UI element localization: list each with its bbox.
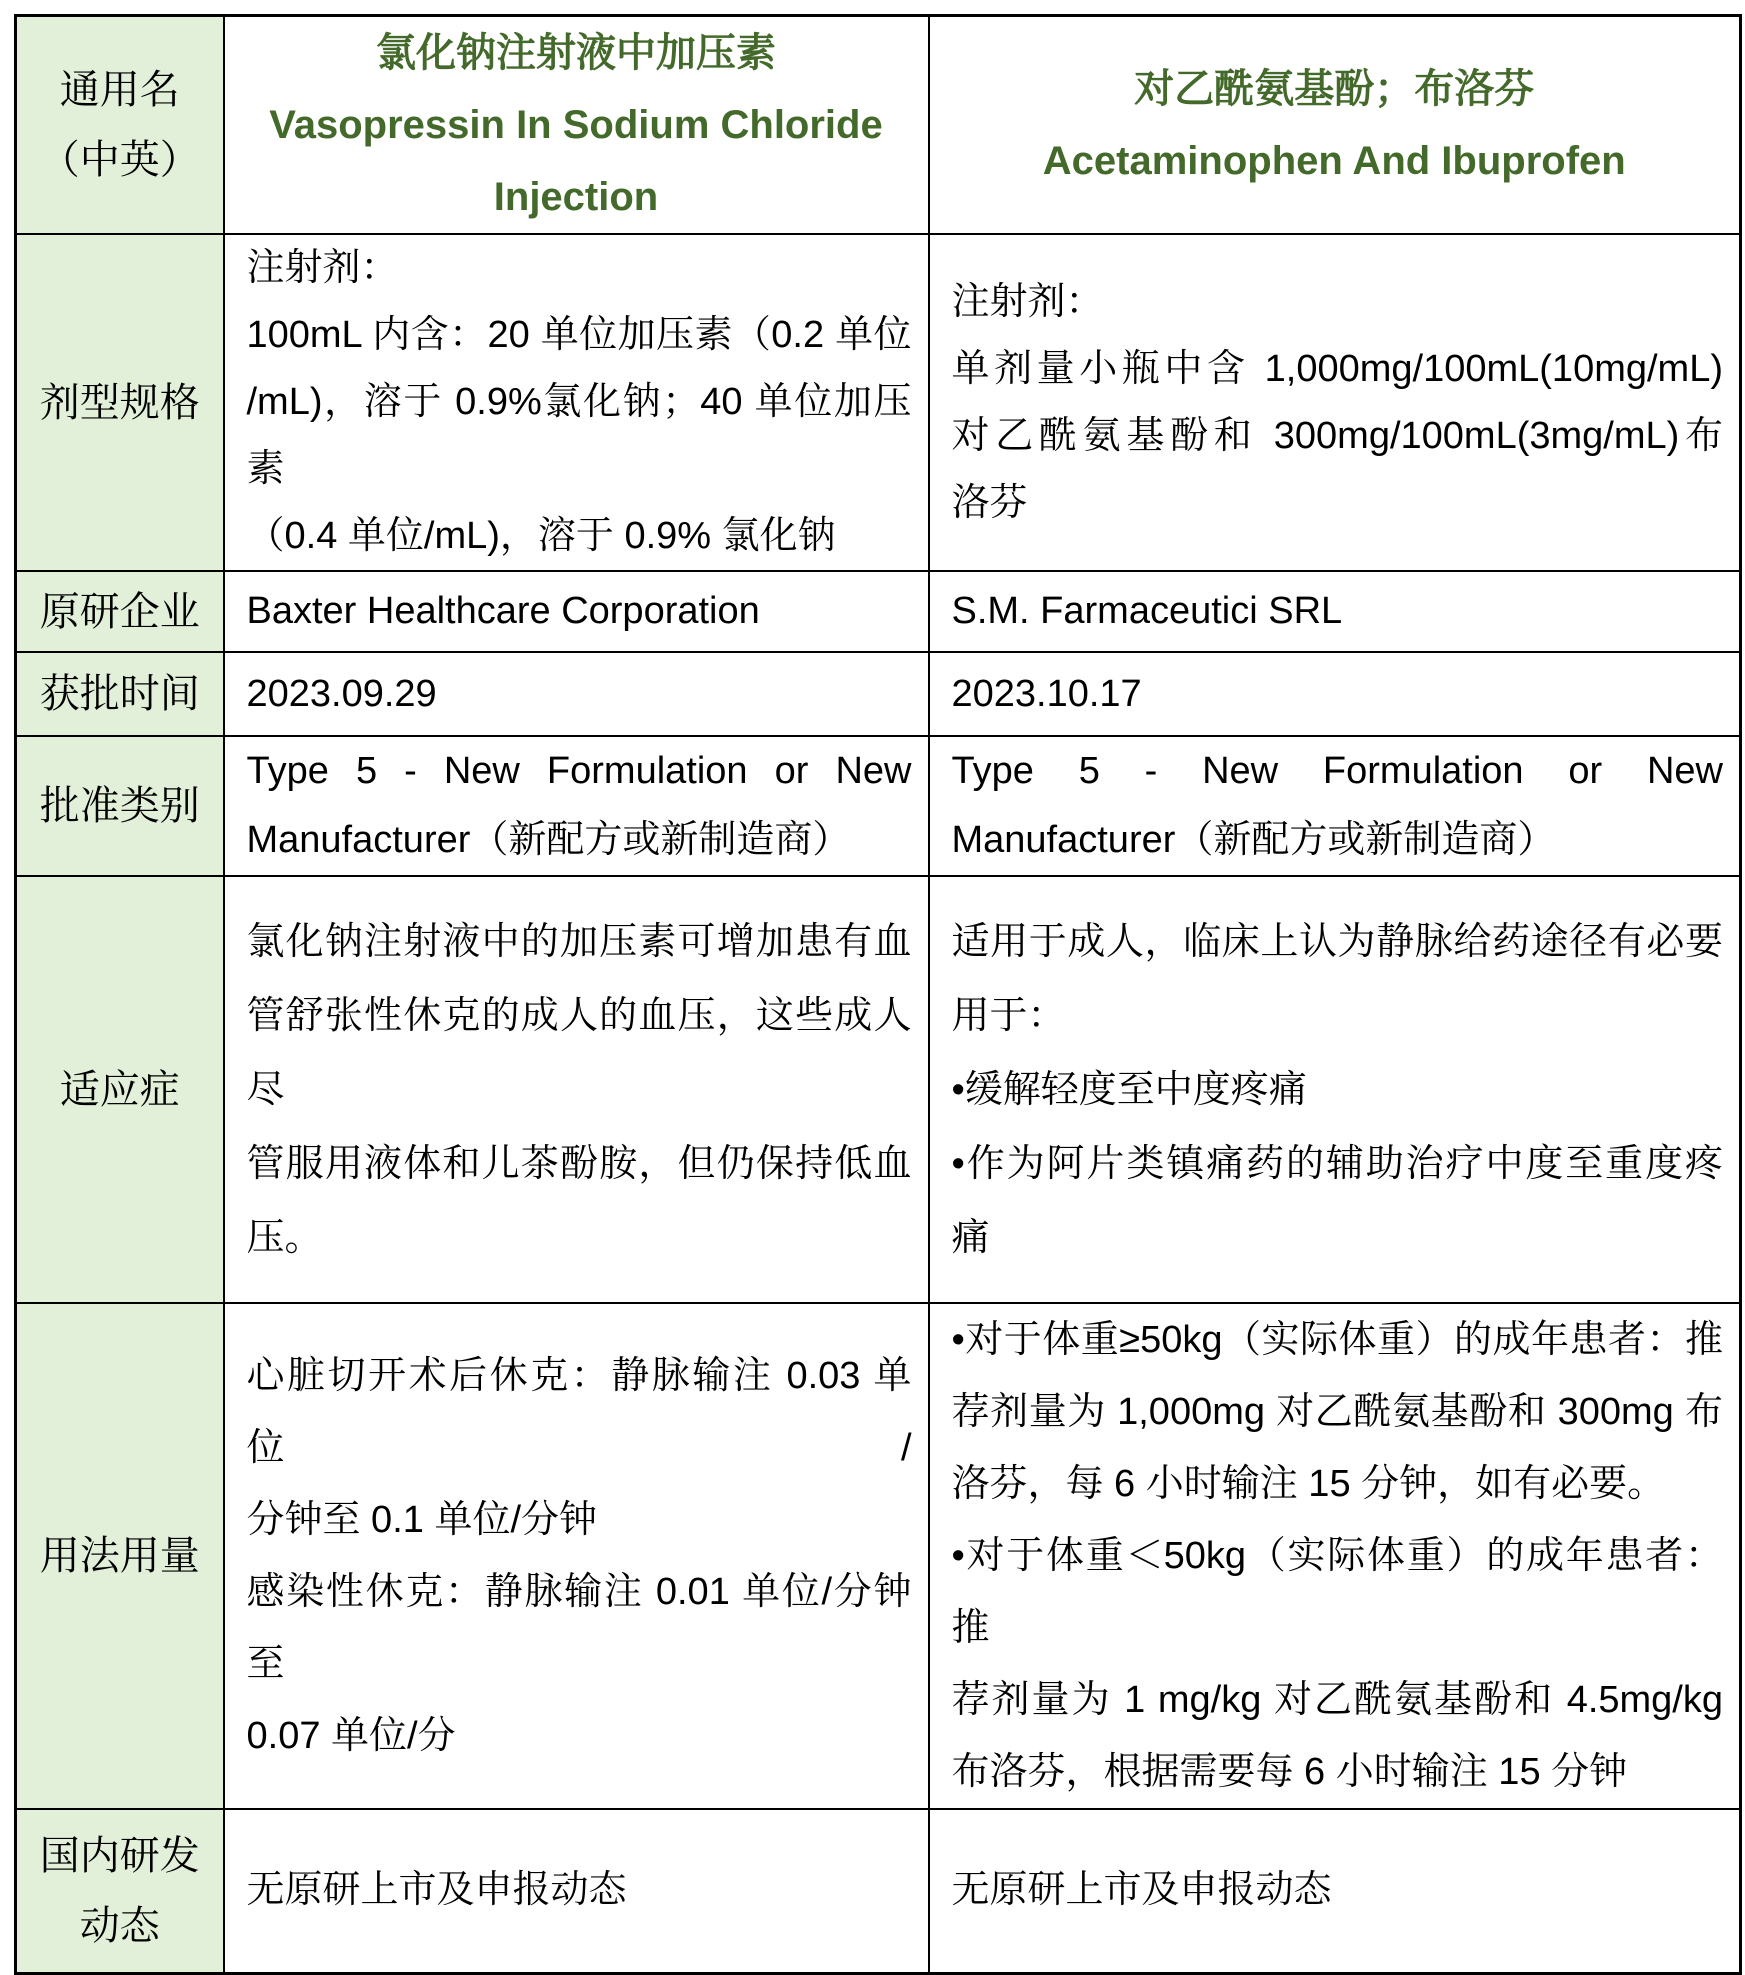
table-row-indications [16, 876, 1741, 1303]
cell-line: 2023.09.29 [246, 672, 437, 715]
row-label-line: 国内研发 [39, 1833, 200, 1878]
row-label-line: 剂型规格 [39, 380, 200, 425]
cell-line: 荐剂量为 1,000mg 对乙酰氨基酚和 300mg 布 [951, 1391, 1723, 1433]
cell-line: 分钟至 0.1 单位/分钟 [246, 1499, 597, 1541]
cell-line: •对于体重＜50kg（实际体重）的成年患者：推 [951, 1535, 1723, 1649]
cell-line: 无原研上市及申报动态 [246, 1869, 627, 1912]
cell-approval_date-col1 [224, 652, 929, 736]
cell-line: 适用于成人，临床上认为静脉给药途径有必要 [951, 920, 1723, 963]
table-row-approval_date [16, 652, 1741, 736]
cell-generic_name-col2 [929, 16, 1741, 235]
cell-line: 管舒张性休克的成人的血压，这些成人尽 [246, 994, 912, 1111]
cell-originator-col1 [224, 571, 929, 652]
row-label-indications [16, 876, 224, 1303]
cell-generic_name-col1 [224, 16, 929, 235]
cell-line: 氯化钠注射液中的加压素可增加患有血 [246, 920, 912, 963]
row-label-line: 动态 [79, 1903, 160, 1948]
table-row-approval_type [16, 736, 1741, 876]
cell-line: 洛芬，每 6 小时输注 15 分钟，如有必要。 [951, 1463, 1666, 1505]
cell-line: 0.07 单位/分 [246, 1715, 456, 1757]
cell-domestic_status-col1 [224, 1809, 929, 1973]
cell-line: Vasopressin In Sodium Chloride [269, 103, 883, 147]
cell-line: 对乙酰氨基酚；布洛芬 [1134, 67, 1535, 111]
row-label-line: 通用名 [59, 68, 180, 112]
row-label-approval_type [16, 736, 224, 876]
cell-line: 荐剂量为 1 mg/kg 对乙酰氨基酚和 4.5mg/kg [951, 1679, 1723, 1721]
table-row-originator [16, 571, 1741, 652]
row-label-line: 原研企业 [39, 589, 200, 634]
table-row-domestic_status [16, 1809, 1741, 1973]
cell-line: 100mL 内含：20 单位加压素（0.2 单位 [246, 314, 912, 356]
row-label-line: 适应症 [59, 1067, 180, 1112]
cell-line: 感染性休克：静脉输注 0.01 单位/分钟至 [246, 1571, 912, 1685]
cell-line: Manufacturer（新配方或新制造商） [246, 819, 851, 861]
cell-dosage_usage-col2 [929, 1303, 1741, 1809]
cell-domestic_status-col2 [929, 1809, 1741, 1973]
cell-line: Baxter Healthcare Corporation [246, 590, 760, 632]
cell-line: 洛芬 [951, 481, 1028, 524]
cell-line: 痛 [951, 1216, 990, 1259]
cell-line: Injection [493, 175, 659, 219]
cell-line: （0.4 单位/mL)，溶于 0.9% 氯化钠 [246, 515, 836, 557]
table-row-dosage_form [16, 234, 1741, 571]
cell-approval_type-col2 [929, 736, 1741, 876]
table-body [16, 16, 1741, 1974]
cell-line: •作为阿片类镇痛药的辅助治疗中度至重度疼 [951, 1142, 1723, 1185]
cell-approval_type-col1 [224, 736, 929, 876]
cell-indications-col2 [929, 876, 1741, 1303]
cell-line: •对于体重≥50kg（实际体重）的成年患者：推 [951, 1319, 1723, 1361]
row-label-line: 用法用量 [39, 1534, 200, 1578]
row-label-domestic_status [16, 1809, 224, 1973]
cell-line: 管服用液体和儿茶酚胺，但仍保持低血 [246, 1142, 912, 1185]
row-label-approval_date [16, 652, 224, 736]
cell-indications-col1 [224, 876, 929, 1303]
row-label-line: 批准类别 [39, 784, 200, 828]
cell-line: 无原研上市及申报动态 [951, 1869, 1332, 1912]
row-label-dosage_usage [16, 1303, 224, 1809]
row-label-line: （中英） [39, 138, 200, 182]
cell-line: 注射剂： [951, 280, 1104, 323]
cell-line: 布洛芬，根据需要每 6 小时输注 15 分钟 [951, 1751, 1628, 1793]
cell-line: S.M. Farmaceutici SRL [951, 590, 1343, 632]
row-label-line: 获批时间 [39, 672, 200, 716]
cell-line: Type 5 - New Formulation or New [951, 750, 1723, 792]
cell-line: 氯化钠注射液中加压素 [376, 31, 776, 75]
row-label-dosage_form [16, 234, 224, 571]
cell-line: 压。 [246, 1216, 323, 1259]
table-row-generic_name [16, 16, 1741, 235]
cell-originator-col2 [929, 571, 1741, 652]
row-label-originator [16, 571, 224, 652]
cell-line: 对乙酰氨基酚和 300mg/100mL(3mg/mL)布 [951, 414, 1723, 457]
row-label-generic_name [16, 16, 224, 235]
cell-dosage_usage-col1 [224, 1303, 929, 1809]
cell-line: Manufacturer（新配方或新制造商） [951, 819, 1556, 861]
cell-line: 心脏切开术后休克：静脉输注 0.03 单位/ [246, 1355, 912, 1469]
cell-line: 用于： [951, 994, 1066, 1037]
drug-comparison-table [14, 14, 1742, 1975]
cell-line: Type 5 - New Formulation or New [246, 750, 912, 792]
cell-line: /mL)，溶于 0.9%氯化钠；40 单位加压素 [246, 381, 912, 490]
cell-dosage_form-col2 [929, 234, 1741, 571]
cell-dosage_form-col1 [224, 234, 929, 571]
table-row-dosage_usage [16, 1303, 1741, 1809]
cell-line: 2023.10.17 [951, 672, 1142, 715]
cell-approval_date-col2 [929, 652, 1741, 736]
cell-line: •缓解轻度至中度疼痛 [951, 1068, 1307, 1111]
cell-line: 单剂量小瓶中含 1,000mg/100mL(10mg/mL) [951, 347, 1723, 390]
cell-line: 注射剂： [246, 247, 399, 289]
cell-line: Acetaminophen And Ibuprofen [1042, 139, 1626, 183]
